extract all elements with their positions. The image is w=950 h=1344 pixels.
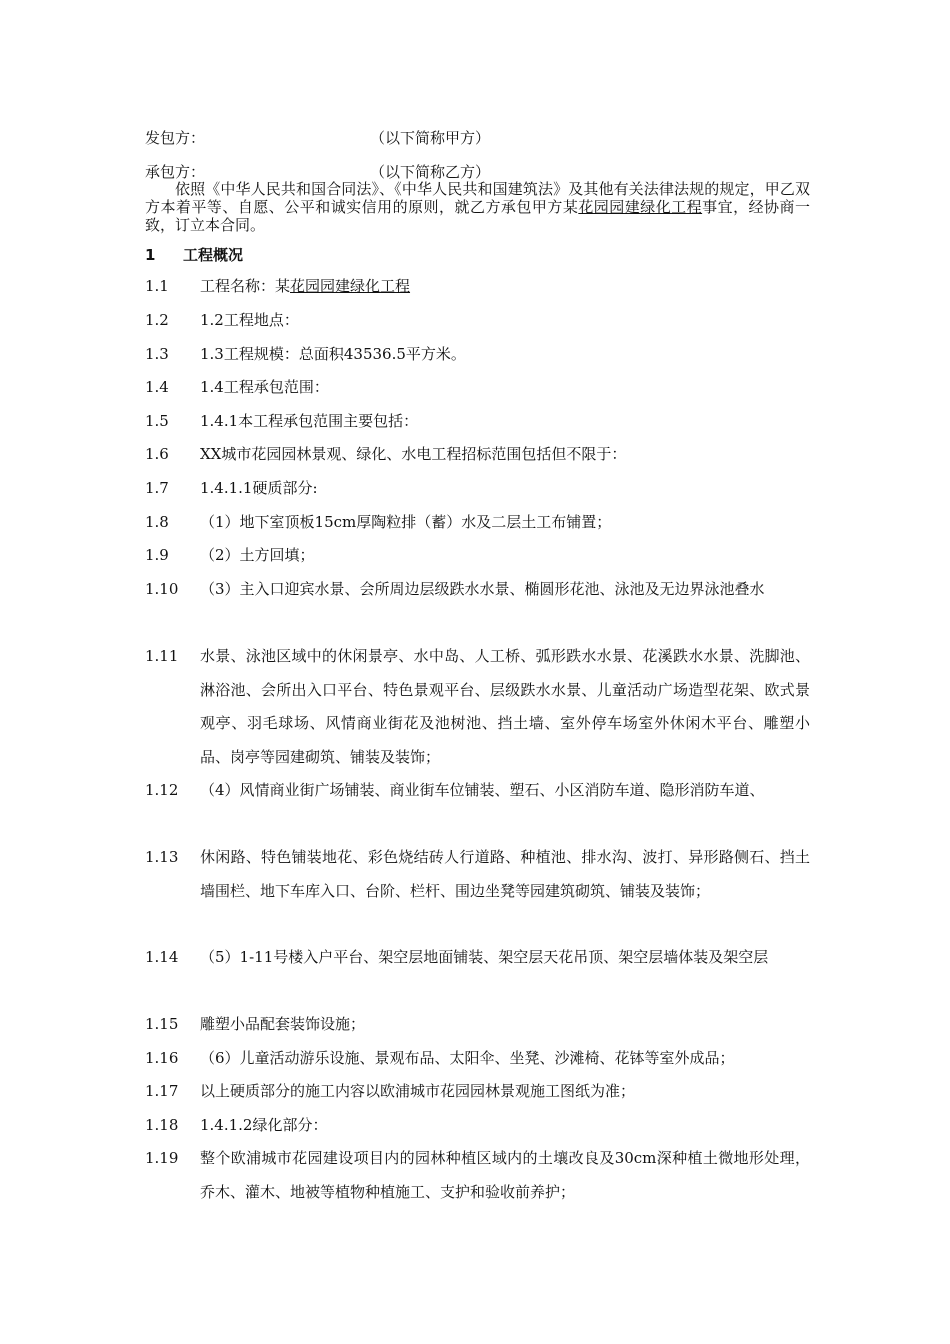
item-number: 1.8 [145, 513, 169, 531]
section-title: 工程概况 [183, 246, 244, 264]
item-number: 1.3 [145, 345, 169, 363]
list-item [145, 405, 810, 439]
list-item [145, 304, 810, 338]
intro-paragraph [145, 180, 810, 234]
item-text: （1）地下室顶板15cm厚陶粒排（蓄）水及二层土工布铺置； [200, 513, 612, 531]
item-text: 雕塑小品配套装饰设施； [200, 1015, 366, 1033]
list-item [145, 841, 810, 908]
item-text [200, 270, 810, 304]
list-item [145, 1075, 810, 1109]
item-number: 1.13 [145, 848, 179, 866]
list-item [145, 1142, 810, 1209]
item-number: 1.2 [145, 311, 169, 329]
list-item [145, 573, 810, 607]
item-text: （4）风情商业街广场铺装、商业街车位铺装、塑石、小区消防车道、隐形消防车道、 [200, 781, 765, 799]
list-item [145, 1042, 810, 1076]
item-text: 以上硬质部分的施工内容以欧浦城市花园园林景观施工图纸为准； [200, 1082, 636, 1100]
section-heading [145, 244, 243, 265]
item-number: 1.18 [145, 1116, 179, 1134]
list-item [145, 640, 810, 774]
list-item [145, 371, 810, 405]
item-text: 休闲路、特色铺装地花、彩色烧结砖人行道路、种植池、排水沟、波打、异形路侧石、挡土墙围栏、地下车库入口、台阶、栏杆、围边坐凳等园建筑砌筑、铺装及装饰； [200, 848, 810, 900]
list-item [145, 539, 810, 573]
item-number: 1.17 [145, 1082, 179, 1100]
item-number: 1.9 [145, 546, 169, 564]
contractor-note: （以下简称乙方） [370, 163, 491, 181]
item-text-prefix: 工程名称：某 [200, 277, 291, 295]
list-item [145, 774, 810, 808]
item-number: 1.7 [145, 479, 169, 497]
item-number: 1.11 [145, 647, 179, 665]
list-item [145, 506, 810, 540]
item-text: 1.4工程承包范围： [200, 378, 329, 396]
intro-project-name: 花园园建绿化工程 [578, 198, 703, 216]
item-number: 1.5 [145, 412, 169, 430]
list-item [145, 472, 810, 506]
item-text: XX城市花园园林景观、绿化、水电工程招标范围包括但不限于： [200, 445, 627, 463]
item-text: 水景、泳池区域中的休闲景亭、水中岛、人工桥、弧形跌水水景、花溪跌水水景、洗脚池、淋浴池、会所出入口平台、特色景观平台、层级跌水水景、儿童活动广场造型花架、欧式景观亭、羽毛球场、风情商业街花及池树池、挡土墙、室外停车场室外休闲木平台、雕塑小品、岗亭等园建砌筑、铺装及装饰； [200, 647, 810, 766]
item-number: 1.19 [145, 1149, 179, 1167]
item-text: 1.4.1本工程承包范围主要包括： [200, 412, 419, 430]
item-number: 1.1 [145, 277, 169, 295]
item-text: （6）儿童活动游乐设施、景观布品、太阳伞、坐凳、沙滩椅、花钵等室外成品； [200, 1049, 735, 1067]
item-number: 1.10 [145, 580, 179, 598]
list-item [145, 1008, 810, 1042]
employer-note: （以下简称甲方） [370, 129, 491, 147]
item-text: 1.4.1.2绿化部分： [200, 1116, 328, 1134]
item-number: 1.6 [145, 445, 169, 463]
item-text: （3）主入口迎宾水景、会所周边层级跌水水景、椭圆形花池、泳池及无边界泳池叠水 [200, 580, 765, 598]
section-number: 1 [145, 246, 156, 264]
item-number: 1.16 [145, 1049, 179, 1067]
contractor-label: 承包方： [145, 163, 206, 181]
item-number: 1.15 [145, 1015, 179, 1033]
item-project-name: 花园园建绿化工程 [290, 277, 411, 295]
item-text: 1.3工程规模：总面积43536.5平方米。 [200, 345, 466, 363]
item-number: 1.12 [145, 781, 179, 799]
intro-text: 依照《中华人民共和国合同法》、《中华人民共和国建筑法》及其他有关法律法规的规定，甲乙双方本着平等、自愿、公平和诚实信用的原则，就乙方承包甲方某 [145, 180, 810, 216]
intro-text-end: 事宜，经协商一致，订立本合同。 [145, 198, 810, 234]
item-number: 1.14 [145, 948, 179, 966]
list-item [145, 1109, 810, 1143]
list-item [145, 941, 810, 975]
item-text: 1.2工程地点： [200, 311, 299, 329]
employer-label: 发包方： [145, 129, 206, 147]
list-item [145, 338, 810, 372]
item-text: 整个欧浦城市花园建设项目内的园林种植区域内的土壤改良及30cm深种植土微地形处理，乔木、灌木、地被等植物种植施工、支护和验收前养护； [200, 1149, 810, 1201]
item-text: （2）土方回填； [200, 546, 315, 564]
item-number: 1.4 [145, 378, 169, 396]
list-item [145, 438, 810, 472]
item-text: （5）1-11号楼入户平台、架空层地面铺装、架空层天花吊顶、架空层墙体装及架空层 [200, 948, 769, 966]
item-text: 1.4.1.1硬质部分: [200, 479, 318, 497]
list-item [145, 270, 810, 304]
